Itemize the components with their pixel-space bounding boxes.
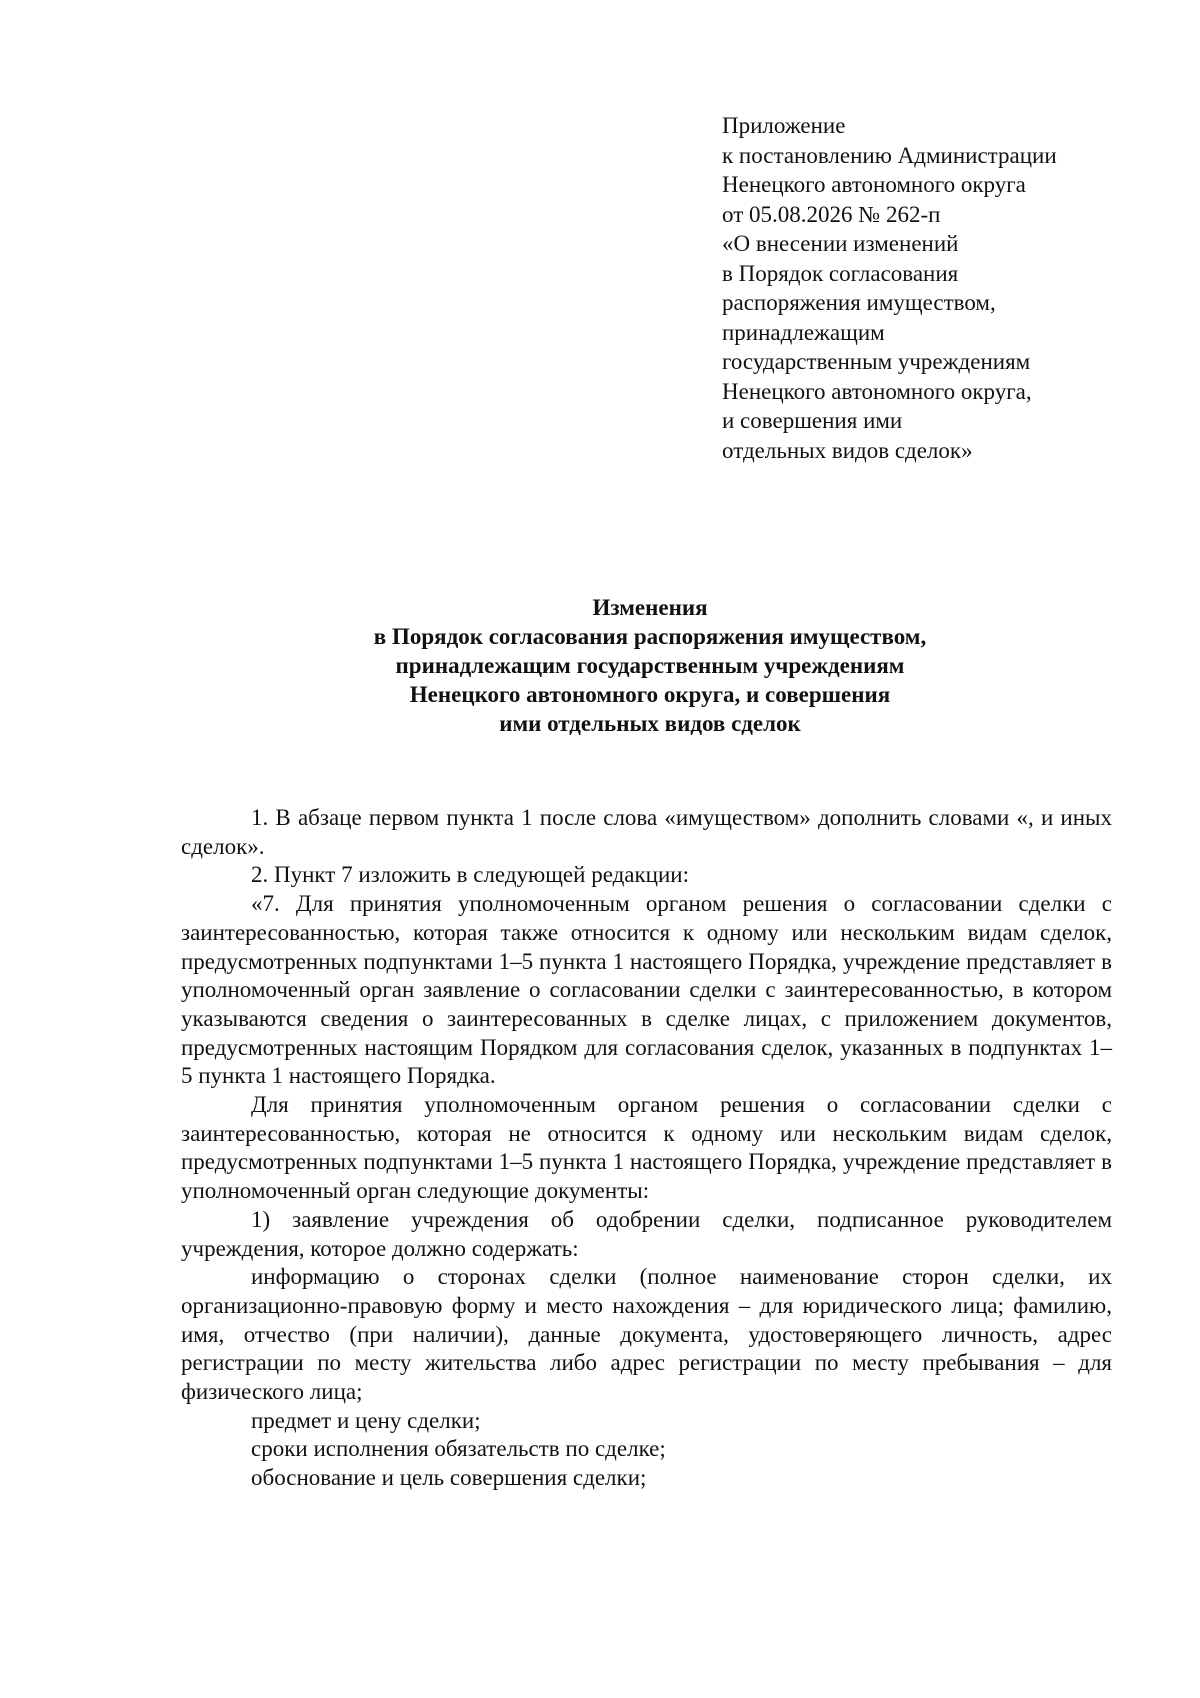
appendix-line: распоряжения имуществом, <box>722 290 996 315</box>
appendix-line: и совершения ими <box>722 408 903 433</box>
title-line: в Порядок согласования распоряжения имуществом, <box>373 624 927 649</box>
appendix-block <box>722 111 1162 465</box>
body-paragraph: предмет и цену сделки; <box>251 1407 481 1433</box>
appendix-line: государственным учреждениям <box>722 349 1031 374</box>
body-paragraph: обоснование и цель совершения сделки; <box>251 1465 647 1491</box>
appendix-line: принадлежащим <box>722 319 885 345</box>
appendix-line: в Порядок согласования <box>722 260 959 286</box>
document-title <box>180 593 1120 738</box>
title-line: ими отдельных видов сделок <box>499 711 801 736</box>
title-line: Ненецкого автономного округа, и совершения <box>409 682 891 707</box>
appendix-line: Приложение <box>722 113 846 138</box>
body-paragraph: 1. В абзаце первом пункта 1 после слова «имуществом» дополнить словами «, и иных сделок». <box>181 805 1112 859</box>
appendix-line: Ненецкого автономного округа <box>722 172 1026 197</box>
title-line: принадлежащим государственным учреждениям <box>395 653 905 678</box>
body-paragraph: Для принятия уполномоченным органом решения о согласовании сделки с заинтересованностью, которая не относится к одному или нескольким видам сделок, предусмотренных подпунктами 1–5 пункта 1 настоящего Порядка, учреждение представляет в уполномоченный орган следующие документы: <box>181 1092 1112 1204</box>
body-paragraph: 2. Пункт 7 изложить в следующей редакции: <box>251 862 689 888</box>
appendix-line: к постановлению Администрации <box>722 142 1057 168</box>
body-paragraph: «7. Для принятия уполномоченным органом решения о согласовании сделки с заинтересованностью, которая также относится к одному или нескольким видам сделок, предусмотренных подпунктами 1–5 пункта 1 настоящего Порядка, учреждение представляет в уполномоченный орган заявление о согласовании сделки с заинтересованностью, в котором указываются сведения о заинтересованных в сделке лицах, с приложением документов, предусмотренных настоящим Порядком для согласования сделок, указанных в подпунктах 1–5 пункта 1 настоящего Порядка. <box>181 891 1112 1089</box>
appendix-line: отдельных видов сделок» <box>722 437 973 463</box>
appendix-line: «О внесении изменений <box>722 231 959 256</box>
body-paragraph: информацию о сторонах сделки (полное наименование сторон сделки, их организационно-правовую форму и место нахождения – для юридического лица; фамилию, имя, отчество (при наличии), данные документа, удостоверяющего личность, адрес регистрации по месту жительства либо адрес регистрации по месту пребывания – для физического лица; <box>181 1264 1112 1405</box>
document-body <box>181 804 1112 1493</box>
body-paragraph: сроки исполнения обязательств по сделке; <box>251 1436 666 1462</box>
appendix-line: от 05.08.2026 № 262-п <box>722 201 941 227</box>
title-line: Изменения <box>592 595 708 620</box>
body-paragraph: 1) заявление учреждения об одобрении сделки, подписанное руководителем учреждения, которое должно содержать: <box>181 1206 1112 1261</box>
appendix-line: Ненецкого автономного округа, <box>722 378 1032 404</box>
